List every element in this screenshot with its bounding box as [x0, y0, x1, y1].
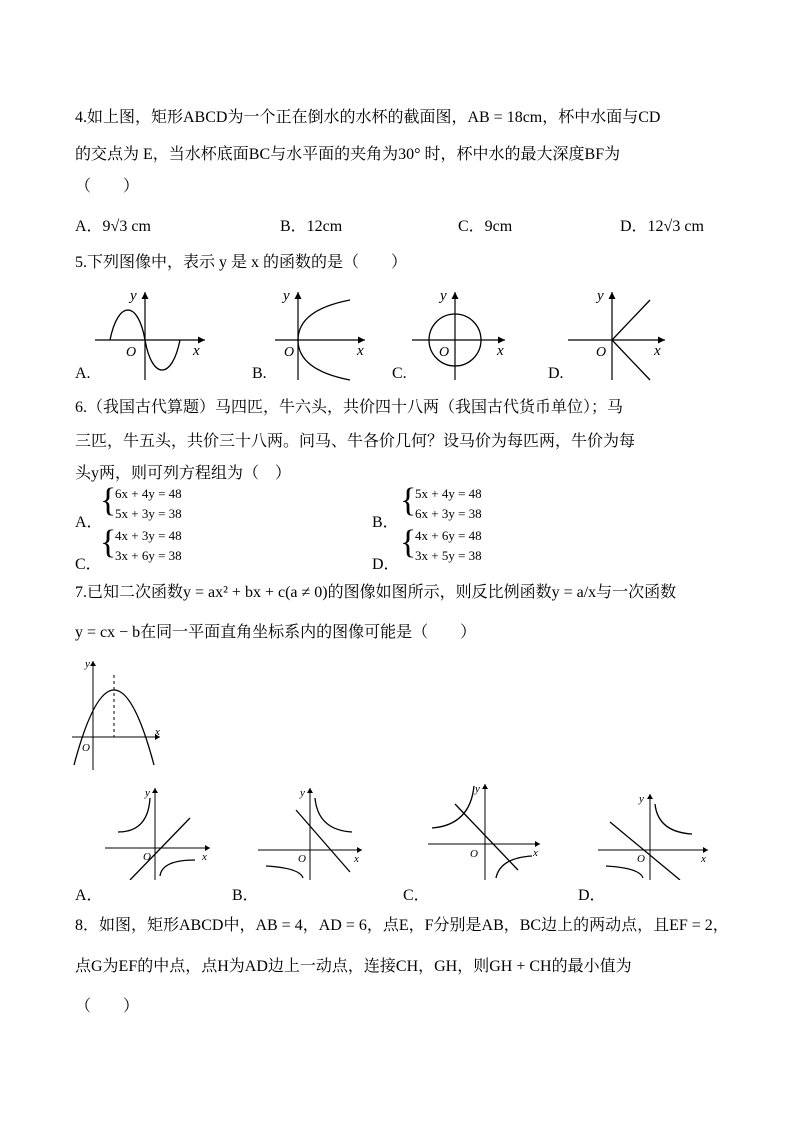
q5a-y-label: y	[130, 288, 137, 304]
q7-main-x-label: x	[155, 726, 160, 738]
q6-option-c-eq2: 3x + 6y = 38	[115, 548, 182, 563]
svg-text:x: x	[701, 853, 706, 865]
q5-graph-d	[568, 288, 665, 380]
svg-text:x: x	[202, 851, 207, 863]
q4-blank: （ ）	[75, 178, 140, 195]
svg-text:O: O	[143, 851, 151, 863]
q6-option-d-brace: {	[400, 524, 417, 561]
q6-option-c-brace: {	[100, 524, 117, 561]
q6-option-a-eq1: 6x + 4y = 48	[115, 486, 182, 501]
q5-label-b: B.	[252, 365, 267, 382]
svg-text:O: O	[298, 853, 306, 865]
svg-text:y: y	[300, 787, 305, 799]
q4-option-d: D．12√3 cm	[620, 218, 704, 235]
q5d-origin: O	[596, 345, 607, 360]
q7-graph-a	[105, 787, 210, 880]
q7-label-c: C．	[403, 887, 430, 904]
q6-option-b-label: B．	[372, 514, 399, 531]
q5d-x-label: x	[654, 343, 661, 359]
q5-graph-c	[412, 288, 505, 380]
q5a-x-label: x	[193, 343, 200, 359]
q7-parabola-figure	[60, 655, 170, 773]
q8-blank: （ ）	[75, 998, 140, 1015]
q4-line-2: 的交点为 E，当水杯底面BC与水平面的夹角为30° 时，杯中水的最大深度BF为	[75, 146, 621, 163]
svg-text:x: x	[533, 847, 538, 859]
q5-graph-b	[275, 288, 365, 380]
svg-text:y: y	[475, 783, 480, 795]
q5c-x-label: x	[497, 343, 504, 359]
svg-text:y: y	[639, 793, 644, 805]
q7-graph-b	[258, 787, 362, 880]
q6-option-a-label: A．	[75, 514, 103, 531]
q6-line-3: 头y两，则可列方程组为（ ）	[75, 465, 292, 482]
q7-option-graphs	[0, 780, 794, 880]
q5-stem: 5.下列图像中，表示 y 是 x 的函数的是（ ）	[75, 254, 408, 271]
q7-graph-d	[598, 793, 708, 880]
q6-line-2: 三匹，牛五头，共价三十八两。问马、牛各价几何？设马价为每匹两，牛价为每	[75, 433, 636, 450]
q5b-y-label: y	[283, 288, 290, 304]
q8-line-1: 8．如图，矩形ABCD中，AB = 4，AD = 6，点E，F分别是AB，BC边上的两动点，且EF = 2，	[75, 917, 729, 934]
q5-label-d: D.	[548, 365, 564, 382]
q5d-y-label: y	[597, 288, 604, 304]
q7-main-y-label: y	[85, 658, 90, 670]
q7-label-d: D．	[578, 887, 606, 904]
q6-line-1: 6.（我国古代算题）马四匹，牛六头，共价四十八两（我国古代货币单位）；马	[75, 399, 624, 416]
q4-option-c: C．9cm	[458, 218, 513, 235]
svg-text:y: y	[145, 787, 150, 799]
q6-option-a-brace: {	[100, 482, 117, 519]
q6-option-d-eq2: 3x + 5y = 38	[415, 548, 482, 563]
svg-text:O: O	[637, 853, 645, 865]
q6-option-b-brace: {	[400, 482, 417, 519]
q4-option-a: A．9√3 cm	[75, 218, 151, 235]
q6-option-c-eq1: 4x + 3y = 48	[115, 528, 182, 543]
q5c-origin: O	[439, 345, 450, 360]
q7-line-1: 7.已知二次函数y = ax² + bx + c(a ≠ 0)的图像如图所示，则反比例函数y = a/x与一次函数	[75, 584, 677, 601]
svg-text:O: O	[470, 848, 478, 860]
svg-text:x: x	[354, 853, 359, 865]
q7-graph-c	[428, 783, 540, 880]
q6-option-c-label: C．	[75, 556, 102, 573]
q8-line-2: 点G为EF的中点，点H为AD边上一动点，连接CH，GH，则GH + CH的最小值为	[75, 958, 632, 975]
q7-line-2: y = cx − b在同一平面直角坐标系内的图像可能是（ ）	[75, 624, 477, 641]
q7-label-a: A．	[75, 887, 103, 904]
q7-label-b: B．	[232, 887, 259, 904]
q5-label-a: A.	[75, 365, 91, 382]
q6-option-a-eq2: 5x + 3y = 38	[115, 506, 182, 521]
q4-line-1: 4.如上图，矩形ABCD为一个正在倒水的水杯的截面图，AB = 18cm，杯中水面与CD	[75, 109, 661, 126]
q5-label-c: C.	[392, 365, 407, 382]
q6-option-b-eq2: 6x + 3y = 38	[415, 506, 482, 521]
q6-option-b-eq1: 5x + 4y = 48	[415, 486, 482, 501]
q5b-origin: O	[284, 345, 295, 360]
q5c-y-label: y	[440, 288, 447, 304]
q5a-origin: O	[126, 345, 137, 360]
q6-option-d-eq1: 4x + 6y = 48	[415, 528, 482, 543]
q5-graph-a	[95, 288, 205, 380]
q6-option-d-label: D．	[372, 556, 400, 573]
q4-option-b: B．12cm	[280, 218, 343, 235]
q7-main-origin: O	[82, 742, 90, 754]
q5b-x-label: x	[357, 343, 364, 359]
